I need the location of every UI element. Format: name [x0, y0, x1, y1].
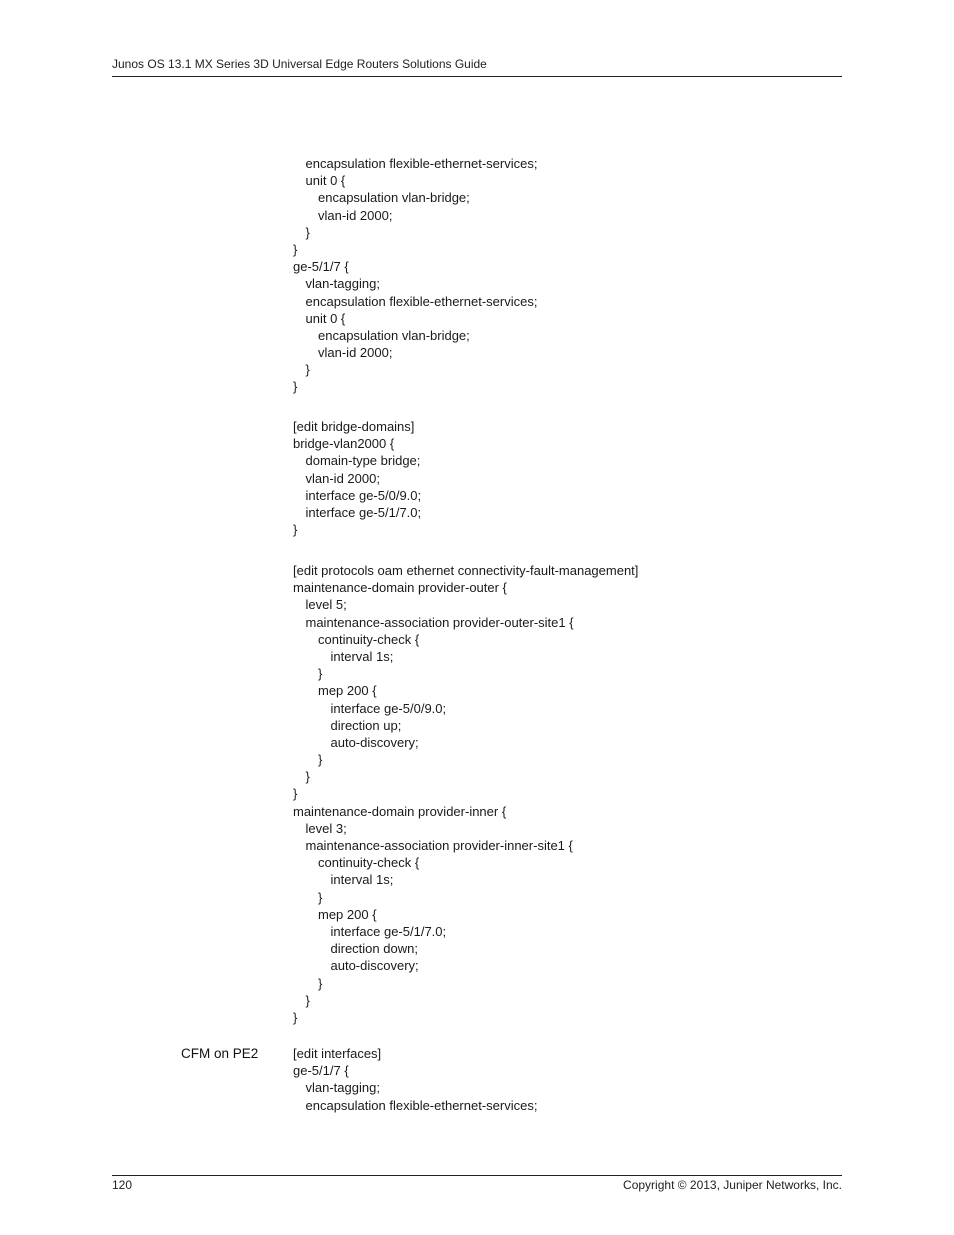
header-rule: [112, 76, 842, 77]
code-line: vlan-tagging;: [305, 1080, 380, 1096]
code-line: maintenance-domain provider-inner {: [293, 803, 507, 819]
code-line: vlan-id 2000;: [318, 207, 393, 223]
code-line: vlan-id 2000;: [318, 345, 393, 361]
code-line: mep 200 {: [318, 683, 377, 699]
code-line: vlan-id 2000;: [305, 470, 380, 486]
code-line: level 5;: [305, 597, 347, 613]
section-label-cfm-on-pe2: CFM on PE2: [181, 1046, 259, 1061]
code-line: }: [318, 889, 323, 905]
code-line: direction down;: [330, 941, 418, 957]
code-line: }: [293, 379, 298, 395]
copyright-notice: Copyright © 2013, Juniper Networks, Inc.: [623, 1178, 842, 1192]
code-line: [edit interfaces]: [293, 1046, 382, 1061]
code-line: interface ge-5/1/7.0;: [305, 504, 422, 520]
running-header: Junos OS 13.1 MX Series 3D Universal Edge Routers Solutions Guide: [112, 57, 487, 71]
code-line: encapsulation flexible-ethernet-services;: [305, 293, 538, 309]
code-line: }: [293, 1009, 298, 1025]
code-block-bridge-domains: [293, 418, 421, 538]
code-line: interface ge-5/1/7.0;: [330, 923, 447, 939]
page-number: 120: [112, 1178, 133, 1192]
code-line: continuity-check {: [318, 631, 420, 647]
code-line: mep 200 {: [318, 906, 377, 922]
code-line: }: [318, 666, 323, 682]
code-line: interface ge-5/0/9.0;: [330, 700, 447, 716]
code-line: bridge-vlan2000 {: [293, 436, 395, 452]
code-line: }: [318, 975, 323, 991]
code-line: }: [318, 752, 323, 768]
code-line: }: [293, 522, 298, 538]
code-line: domain-type bridge;: [305, 453, 421, 469]
code-line: interval 1s;: [330, 648, 394, 664]
code-line: interval 1s;: [330, 872, 394, 888]
code-line: }: [305, 362, 310, 378]
code-line: unit 0 {: [305, 310, 346, 326]
code-line: [edit protocols oam ethernet connectivity-fault-management]: [293, 563, 639, 578]
code-block-interfaces-pe1: [293, 155, 537, 396]
code-line: }: [305, 769, 310, 785]
code-line: maintenance-association provider-outer-site1 {: [305, 614, 574, 630]
code-line: [edit bridge-domains]: [293, 419, 415, 434]
code-block-cfm-oam: [293, 562, 638, 1026]
code-line: level 3;: [305, 820, 347, 836]
code-line: }: [293, 241, 298, 257]
code-line: unit 0 {: [305, 173, 346, 189]
code-line: auto-discovery;: [330, 958, 419, 974]
code-line: }: [305, 992, 310, 1008]
code-line: encapsulation flexible-ethernet-services;: [305, 156, 538, 171]
code-line: ge-5/1/7 {: [293, 259, 349, 275]
code-line: }: [305, 224, 310, 240]
code-line: encapsulation vlan-bridge;: [318, 190, 470, 206]
code-line: auto-discovery;: [330, 734, 419, 750]
code-line: continuity-check {: [318, 855, 420, 871]
code-line: vlan-tagging;: [305, 276, 380, 292]
code-line: encapsulation flexible-ethernet-services;: [305, 1097, 538, 1113]
code-line: maintenance-domain provider-outer {: [293, 580, 507, 596]
code-line: }: [293, 786, 298, 802]
code-block-interfaces-pe2: [293, 1045, 537, 1114]
code-line: maintenance-association provider-inner-site1 {: [305, 838, 573, 853]
code-line: ge-5/1/7 {: [293, 1063, 349, 1079]
code-line: encapsulation vlan-bridge;: [318, 327, 470, 343]
code-line: direction up;: [330, 717, 402, 733]
code-line: interface ge-5/0/9.0;: [305, 487, 422, 503]
footer-rule: [112, 1175, 842, 1176]
